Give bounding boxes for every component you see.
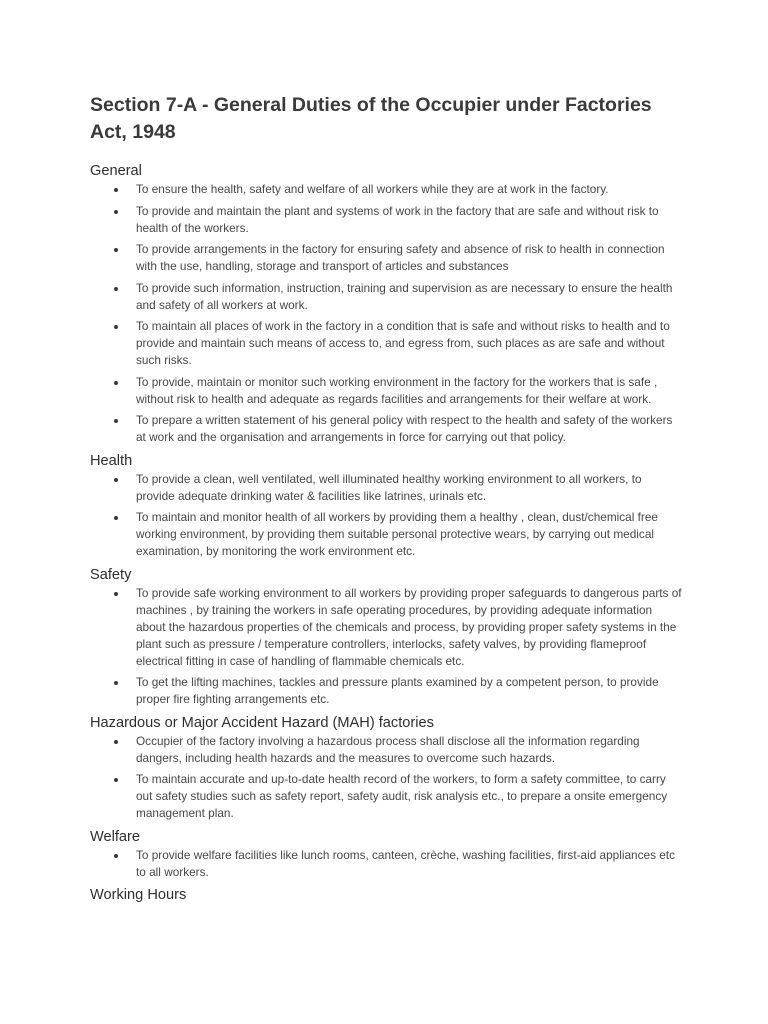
bullet-icon [114, 478, 118, 482]
list-item-text: To maintain all places of work in the factory in a condition that is safe and without risks to health and to provide and maintain such means of access to, and egress from, such places as are safe and without such risks. [136, 319, 670, 367]
section-mah-factories [90, 713, 682, 823]
bullet-list [90, 733, 682, 823]
section-heading: Health [90, 452, 133, 469]
list-item-text: To maintain accurate and up-to-date health record of the workers, to form a safety committee, to carry out safety studies such as safety report, safety audit, risk analysis etc., to prepare a onsite emergency management plan. [136, 772, 668, 820]
bullet-list [90, 585, 682, 709]
list-item-text: To provide arrangements in the factory for ensuring safety and absence of risk to health in connection with the use, handling, storage and transport of articles and substances [136, 242, 665, 273]
list-item [90, 733, 682, 767]
bullet-icon [114, 854, 118, 858]
list-item-text: To prepare a written statement of his general policy with respect to the health and safety of the workers at work and the organisation and arrangements in force for carrying out that policy. [136, 413, 673, 444]
section-welfare [90, 827, 682, 881]
list-item [90, 374, 682, 408]
page-title: Section 7-A - General Duties of the Occupier under Factories Act, 1948 [90, 94, 652, 143]
list-item [90, 241, 682, 275]
list-item [90, 318, 682, 369]
list-item-text: To provide such information, instruction, training and supervision as are necessary to ensure the health and safety of all workers at work. [136, 280, 673, 312]
section-heading: Welfare [90, 828, 141, 845]
bullet-list [90, 471, 682, 561]
bullet-icon [114, 188, 118, 192]
bullet-icon [114, 592, 118, 596]
section-working-hours [90, 885, 682, 905]
bullet-list [90, 847, 682, 881]
bullet-icon [114, 381, 118, 385]
list-item-text: To provide a clean, well ventilated, well illuminated healthy working environment to all workers, to provide adequate drinking water & facilities like latrines, urinals etc. [136, 471, 642, 503]
bullet-icon [114, 248, 118, 252]
list-item [90, 509, 682, 560]
list-item [90, 203, 682, 237]
bullet-icon [114, 681, 118, 685]
bullet-icon [114, 516, 118, 520]
list-item-text: Occupier of the factory involving a hazardous process shall disclose all the information regarding dangers, including health hazards and the measures to overcome such hazards. [136, 733, 640, 765]
bullet-icon [114, 287, 118, 291]
bullet-icon [114, 778, 118, 782]
bullet-list [90, 181, 682, 446]
section-safety [90, 565, 682, 709]
section-health [90, 451, 682, 561]
section-heading: Hazardous or Major Accident Hazard (MAH) factories [90, 714, 434, 731]
list-item-text: To provide and maintain the plant and systems of work in the factory that are safe and without risk to health of the workers. [136, 203, 659, 235]
list-item-text: To get the lifting machines, tackles and pressure plants examined by a competent person, to provide proper fire fighting arrangements etc. [136, 675, 659, 706]
document-page [90, 92, 682, 905]
bullet-icon [114, 210, 118, 214]
list-item [90, 674, 682, 708]
list-item-text: To ensure the health, safety and welfare of all workers while they are at work in the factory. [136, 182, 609, 196]
bullet-icon [114, 419, 118, 423]
list-item-text: To maintain and monitor health of all workers by providing them a healthy , clean, dust/chemical free working environment, by providing them suitable personal protective wears, by carrying out medical examination, by monitoring the work environment etc. [136, 510, 658, 558]
section-heading: Working Hours [90, 887, 187, 903]
list-item [90, 585, 682, 670]
section-heading: General [90, 163, 142, 179]
list-item [90, 181, 682, 198]
list-item [90, 847, 682, 881]
list-item-text: To provide safe working environment to all workers by providing proper safeguards to dangerous parts of machines , by training the workers in safe operating procedures, by providing adequate information about the hazardous properties of the chemicals and process, by providing proper safety systems in the plant such as pressure / temperature controllers, interlocks, safety valves, by providing flameproof electrical fitting in case of handling of flammable chemicals etc. [136, 585, 682, 668]
bullet-icon [114, 740, 118, 744]
list-item-text: To provide welfare facilities like lunch rooms, canteen, crèche, washing facilities, first-aid appliances etc to all workers. [136, 847, 675, 879]
list-item [90, 412, 682, 446]
section-heading: Safety [90, 566, 132, 583]
list-item [90, 771, 682, 822]
list-item [90, 280, 682, 314]
list-item [90, 471, 682, 505]
section-general [90, 161, 682, 446]
list-item-text: To provide, maintain or monitor such working environment in the factory for the workers that is safe , without risk to health and adequate as regards facilities and arrangements for their welfare at work. [136, 374, 658, 406]
bullet-icon [114, 325, 118, 329]
